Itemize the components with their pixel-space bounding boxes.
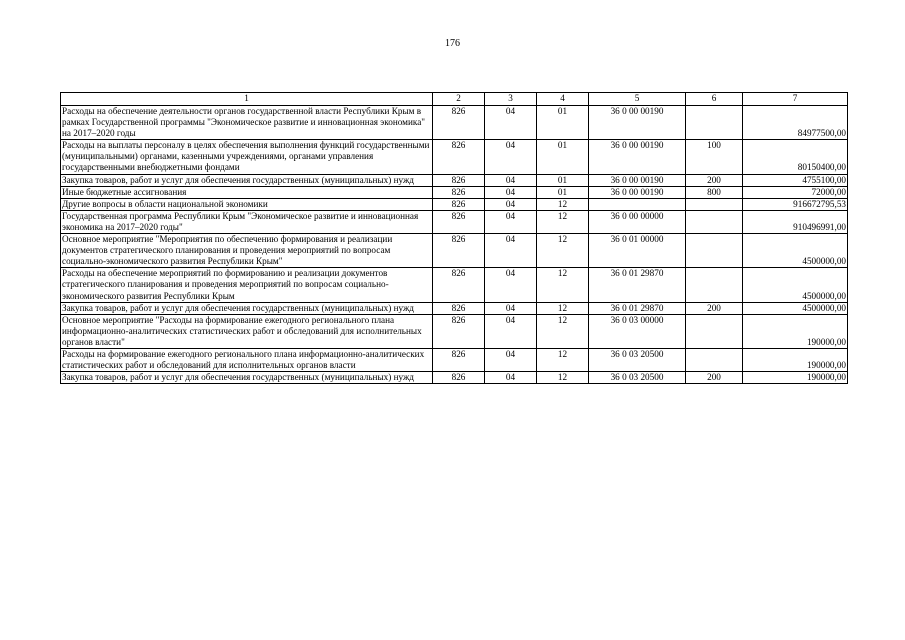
table-row [61,234,848,268]
column-header: 6 [686,93,743,106]
row-target-cell: 36 0 03 20500 [589,348,686,371]
row-subsection-cell: 01 [537,106,589,140]
table-row [61,348,848,371]
row-name-cell: Расходы на формирование ежегодного регионального плана информационно-аналитических статистических работ и обследований для исполнительных органов власти [61,348,433,371]
table-header-row [61,93,848,106]
page-number: 176 [445,38,460,49]
table-row [61,140,848,174]
row-code-cell: 826 [433,372,485,384]
row-amount-cell: 4755100,00 [743,174,848,186]
row-code-cell: 826 [433,186,485,198]
row-target-cell: 36 0 00 00190 [589,140,686,174]
column-header: 1 [61,93,433,106]
row-target-cell [589,198,686,210]
row-section-cell: 04 [485,348,537,371]
row-code-cell: 826 [433,268,485,302]
row-section-cell: 04 [485,198,537,210]
row-section-cell: 04 [485,106,537,140]
row-section-cell: 04 [485,372,537,384]
table-row [61,198,848,210]
row-name-cell: Другие вопросы в области национальной экономики [61,198,433,210]
table-row [61,372,848,384]
row-subsection-cell: 12 [537,234,589,268]
row-type-cell [686,234,743,268]
table-row [61,268,848,302]
table-row [61,186,848,198]
row-subsection-cell: 12 [537,372,589,384]
row-type-cell [686,106,743,140]
row-target-cell: 36 0 01 29870 [589,268,686,302]
row-name-cell: Расходы на обеспечение мероприятий по формированию и реализации документов стратегического планирования и проведения мероприятий по вопросам социально-экономического развития Республики Крым [61,268,433,302]
row-name-cell: Основное мероприятие "Расходы на формирование ежегодного регионального плана информационно-аналитических статистических работ и обследований для исполнительных органов власти" [61,314,433,348]
row-amount-cell: 910496991,00 [743,210,848,233]
row-name-cell: Закупка товаров, работ и услуг для обеспечения государственных (муниципальных) нужд [61,302,433,314]
row-subsection-cell: 12 [537,210,589,233]
row-type-cell [686,268,743,302]
row-section-cell: 04 [485,314,537,348]
row-amount-cell: 4500000,00 [743,302,848,314]
budget-table [60,92,848,384]
row-type-cell [686,314,743,348]
row-section-cell: 04 [485,140,537,174]
row-target-cell: 36 0 03 00000 [589,314,686,348]
row-name-cell: Иные бюджетные ассигнования [61,186,433,198]
row-name-cell: Закупка товаров, работ и услуг для обеспечения государственных (муниципальных) нужд [61,174,433,186]
row-code-cell: 826 [433,302,485,314]
row-type-cell [686,348,743,371]
row-subsection-cell: 01 [537,174,589,186]
row-code-cell: 826 [433,210,485,233]
table-row [61,302,848,314]
row-code-cell: 826 [433,348,485,371]
row-type-cell: 200 [686,372,743,384]
row-target-cell: 36 0 00 00190 [589,174,686,186]
row-target-cell: 36 0 01 29870 [589,302,686,314]
row-type-cell: 200 [686,174,743,186]
row-code-cell: 826 [433,314,485,348]
row-section-cell: 04 [485,186,537,198]
row-name-cell: Расходы на обеспечение деятельности органов государственной власти Республики Крым в рамках Государственной программы "Экономическое развитие и инновационная экономика" на 2017–2020 годы [61,106,433,140]
row-target-cell: 36 0 03 20500 [589,372,686,384]
table-row [61,174,848,186]
row-type-cell: 100 [686,140,743,174]
row-amount-cell: 4500000,00 [743,234,848,268]
row-amount-cell: 80150400,00 [743,140,848,174]
table-row [61,210,848,233]
row-type-cell: 800 [686,186,743,198]
row-name-cell: Закупка товаров, работ и услуг для обеспечения государственных (муниципальных) нужд [61,372,433,384]
row-subsection-cell: 12 [537,314,589,348]
row-name-cell: Основное мероприятие "Мероприятия по обеспечению формирования и реализации документов стратегического планирования и проведения мероприятий по вопросам социально-экономического развития Республики Крым" [61,234,433,268]
row-code-cell: 826 [433,140,485,174]
row-amount-cell: 190000,00 [743,372,848,384]
row-target-cell: 36 0 00 00190 [589,106,686,140]
row-subsection-cell: 12 [537,348,589,371]
row-code-cell: 826 [433,106,485,140]
row-section-cell: 04 [485,174,537,186]
row-subsection-cell: 12 [537,198,589,210]
row-section-cell: 04 [485,302,537,314]
row-type-cell [686,210,743,233]
row-subsection-cell: 01 [537,186,589,198]
row-code-cell: 826 [433,174,485,186]
table-row [61,314,848,348]
row-amount-cell: 190000,00 [743,314,848,348]
row-amount-cell: 916672795,53 [743,198,848,210]
row-amount-cell: 84977500,00 [743,106,848,140]
row-amount-cell: 190000,00 [743,348,848,371]
row-name-cell: Государственная программа Республики Крым "Экономическое развитие и инновационная экономика на 2017–2020 годы" [61,210,433,233]
row-section-cell: 04 [485,210,537,233]
table-body [61,93,848,384]
column-header: 5 [589,93,686,106]
row-code-cell: 826 [433,234,485,268]
row-type-cell [686,198,743,210]
row-type-cell: 200 [686,302,743,314]
row-subsection-cell: 12 [537,268,589,302]
row-target-cell: 36 0 00 00000 [589,210,686,233]
row-section-cell: 04 [485,268,537,302]
row-target-cell: 36 0 00 00190 [589,186,686,198]
table-row [61,106,848,140]
row-amount-cell: 4500000,00 [743,268,848,302]
row-code-cell: 826 [433,198,485,210]
row-subsection-cell: 12 [537,302,589,314]
column-header: 2 [433,93,485,106]
column-header: 7 [743,93,848,106]
column-header: 4 [537,93,589,106]
row-name-cell: Расходы на выплаты персоналу в целях обеспечения выполнения функций государственными (муниципальными) органами, казенными учреждениями, органами управления государственными внебюджетными фондами [61,140,433,174]
row-subsection-cell: 01 [537,140,589,174]
row-section-cell: 04 [485,234,537,268]
column-header: 3 [485,93,537,106]
row-target-cell: 36 0 01 00000 [589,234,686,268]
row-amount-cell: 72000,00 [743,186,848,198]
